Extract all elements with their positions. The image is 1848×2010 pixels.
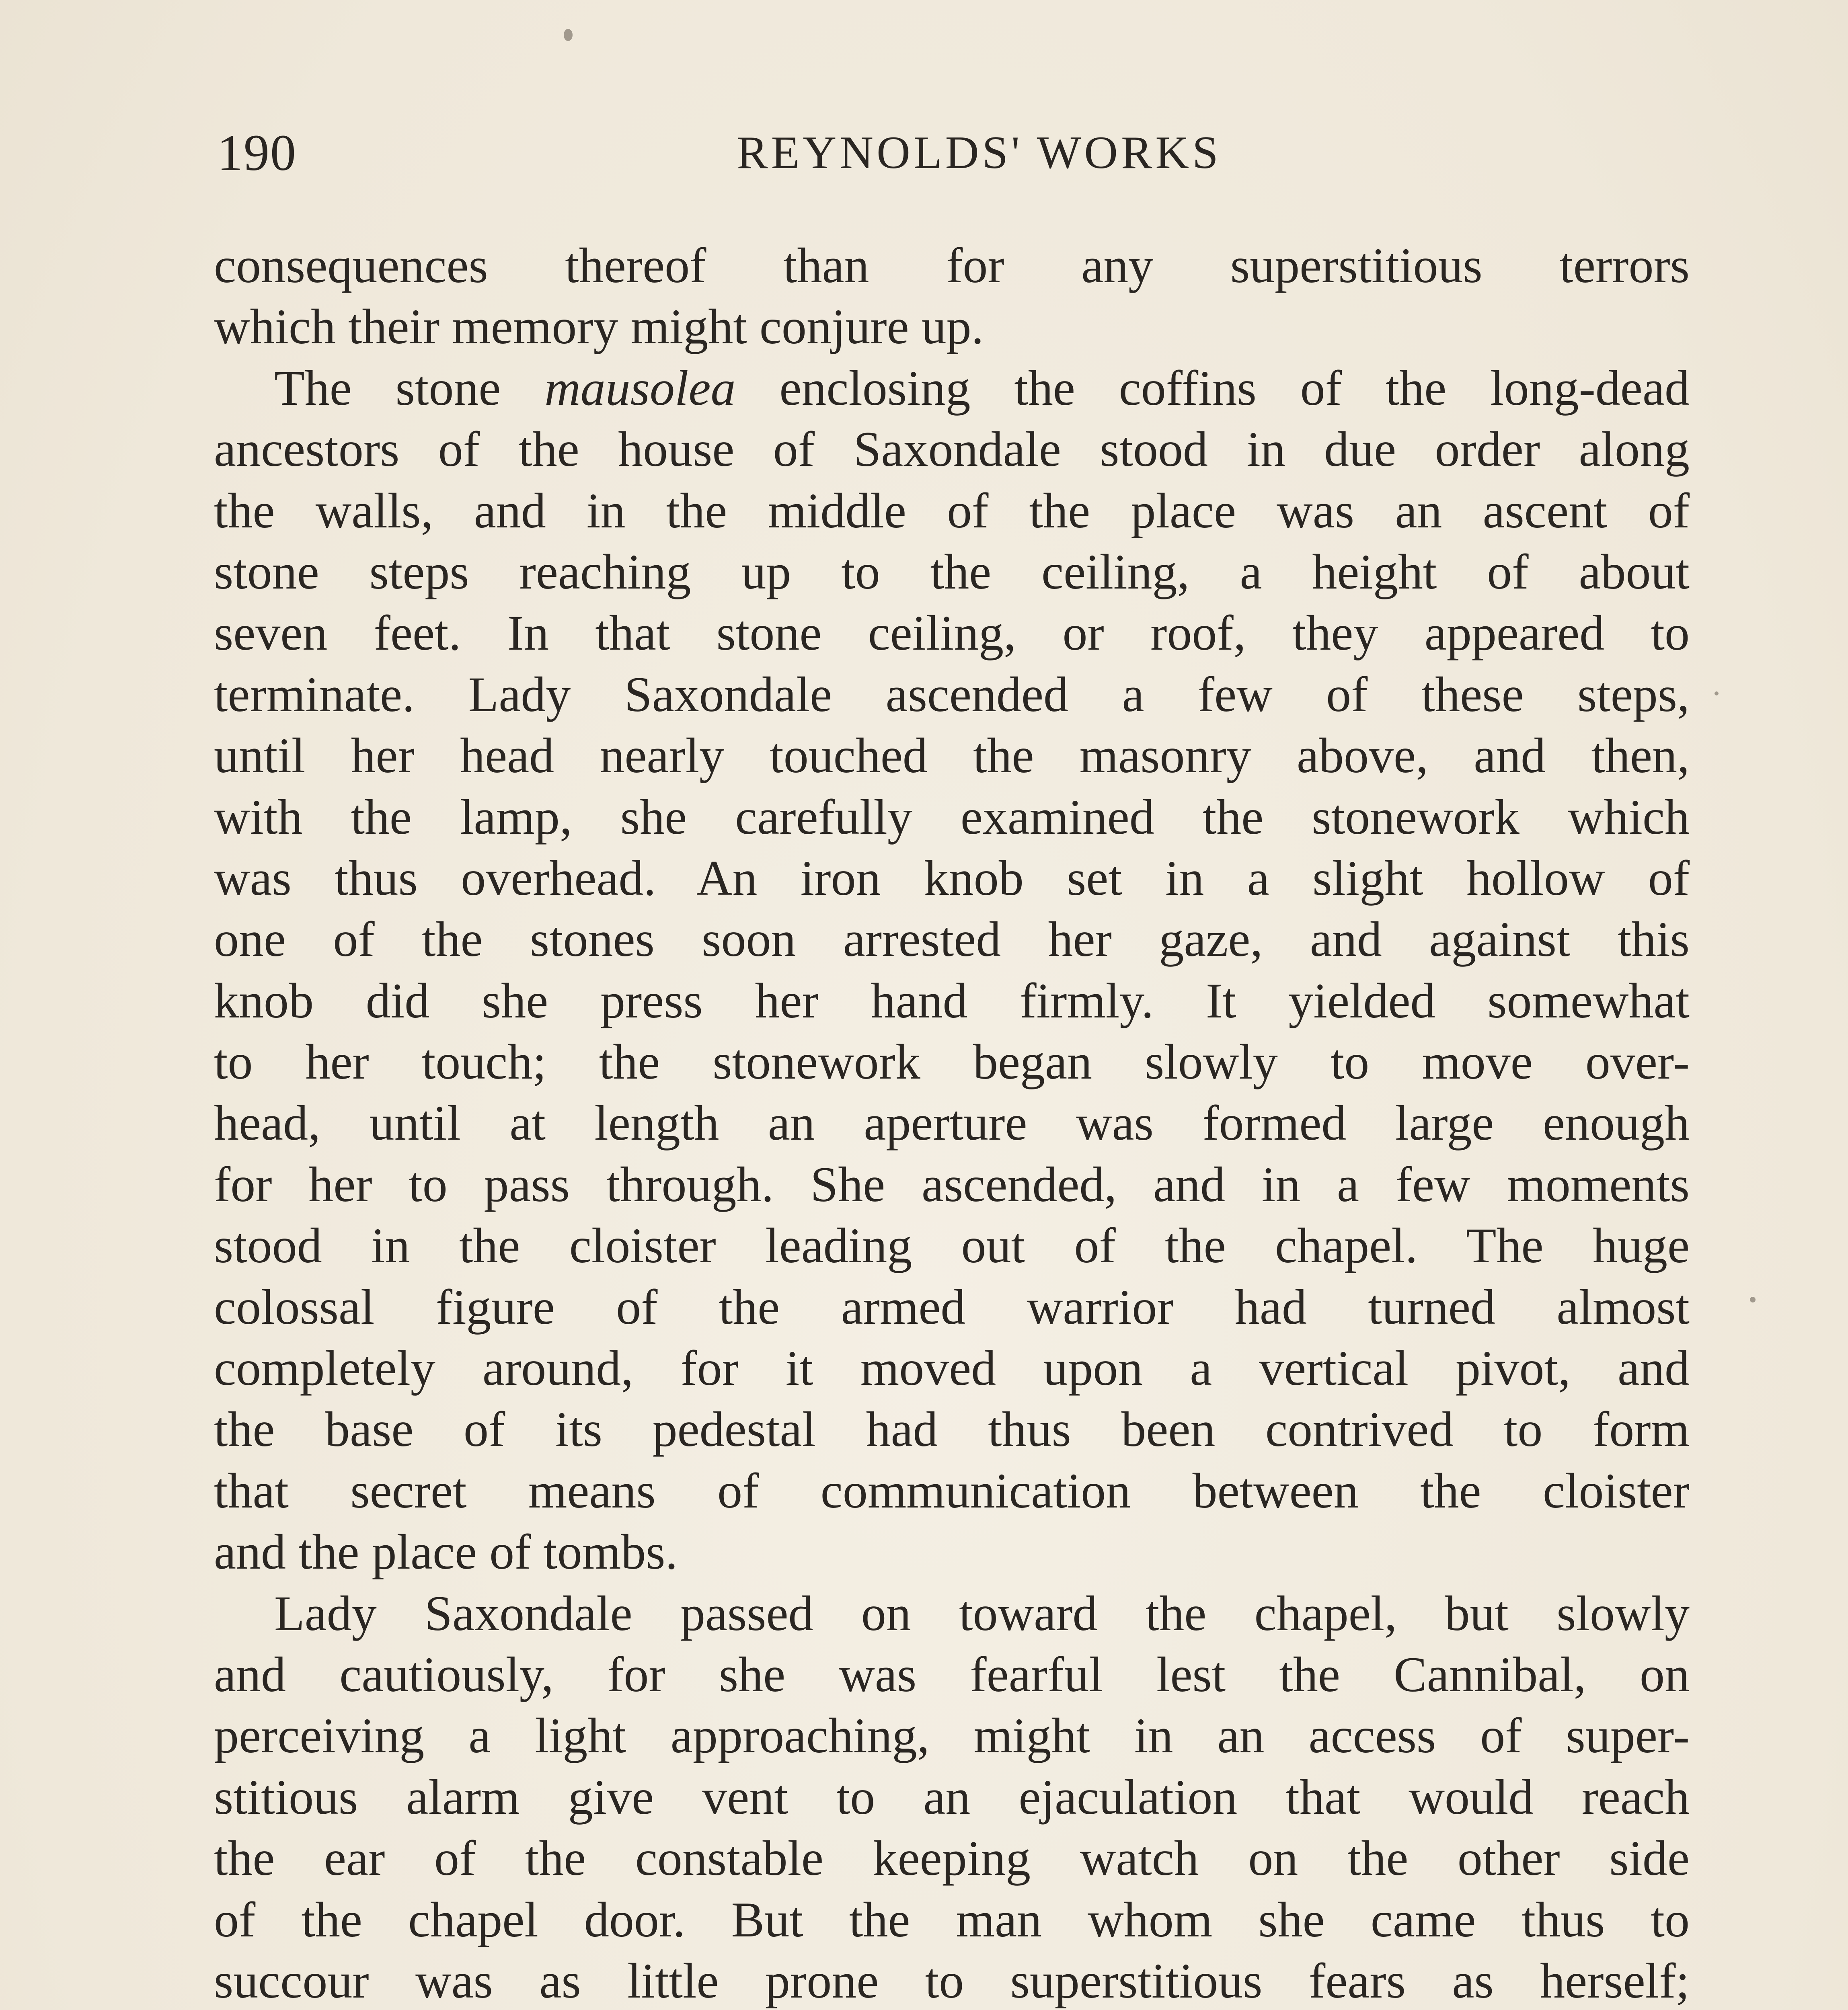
text-line: was thus overhead. An iron knob set in a slight hollow of [214,850,1690,906]
text-line: and cautiously, for she was fearful lest the Cannibal, on [214,1647,1690,1702]
text-line: of the chapel door. But the man whom she came thus to [214,1892,1690,1947]
text-fragment: enclosing the coffins of the long-dead [735,360,1690,416]
page-number: 190 [217,124,297,181]
running-title: REYNOLDS' WORKS [737,127,1222,178]
text-line: stitious alarm give vent to an ejaculation that would reach [214,1769,1690,1825]
text-line: until her head nearly touched the masonry above, and then, [214,728,1690,783]
text-line: ancestors of the house of Saxondale stood in due order along [214,422,1690,477]
italic-word: mausolea [544,360,736,416]
text-line: one of the stones soon arrested her gaze, and against this [214,912,1690,967]
paper-speck [1750,1297,1756,1302]
text-line: the ear of the constable keeping watch on the other side [214,1831,1690,1886]
text-line [214,358,1690,419]
text-line: seven feet. In that stone ceiling, or roof, they appeared to [214,605,1690,661]
running-head [217,121,1693,185]
text-line: consequences thereof than for any superstitious terrors [214,238,1690,293]
paper-speck [564,29,573,41]
text-line: colossal figure of the armed warrior had turned almost [214,1279,1690,1335]
text-fragment: The stone [274,360,545,416]
text-line: to her touch; the stonework began slowly to move over- [214,1034,1690,1090]
text-line: which their memory might conjure up. [214,299,984,355]
text-line: head, until at length an aperture was formed large enough [214,1095,1690,1151]
text-line: the base of its pedestal had thus been contrived to form [214,1402,1690,1457]
text-line: with the lamp, she carefully examined the stonework which [214,789,1690,845]
text-line: perceiving a light approaching, might in an access of super- [214,1708,1690,1764]
text-line: Lady Saxondale passed on toward the chapel, but slowly [274,1585,1690,1641]
paper-speck [1715,691,1719,695]
text-line: knob did she press her hand firmly. It yielded somewhat [214,973,1690,1028]
body-text [214,235,1690,2010]
text-line: stood in the cloister leading out of the chapel. The huge [214,1218,1690,1274]
text-line: that secret means of communication between the cloister [214,1463,1690,1518]
text-line: stone steps reaching up to the ceiling, a height of about [214,544,1690,599]
text-line: for her to pass through. She ascended, and in a few moments [214,1157,1690,1212]
text-line: completely around, for it moved upon a vertical pivot, and [214,1341,1690,1396]
text-line: the walls, and in the middle of the place was an ascent of [214,483,1690,538]
text-line: terminate. Lady Saxondale ascended a few of these steps, [214,667,1690,722]
text-line: and the place of tombs. [214,1524,678,1580]
text-line: succour was as little prone to superstitious fears as herself; [214,1953,1690,2008]
